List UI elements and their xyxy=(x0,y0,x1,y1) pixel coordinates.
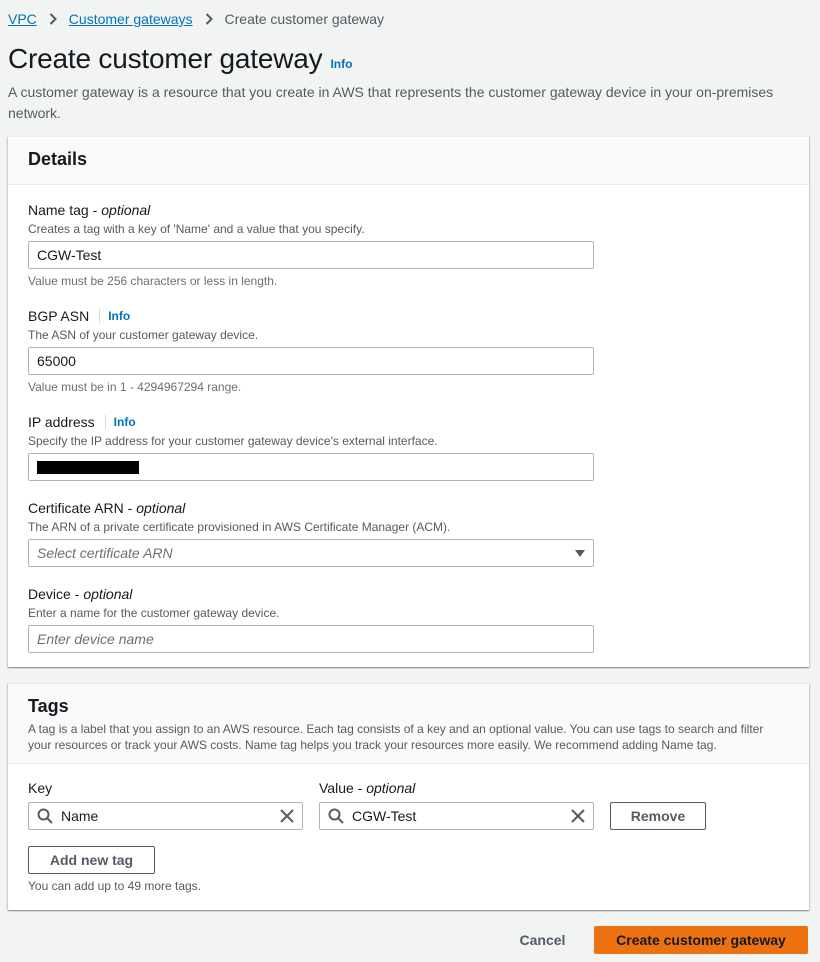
details-title: Details xyxy=(28,149,88,169)
bgp-asn-description: The ASN of your customer gateway device. xyxy=(28,328,259,342)
bgp-asn-label: BGP ASN Info xyxy=(28,308,131,324)
certificate-arn-description: The ARN of a private certificate provisioned in AWS Certificate Manager (ACM). xyxy=(28,520,451,534)
page-info-link[interactable]: Info xyxy=(330,57,353,71)
cancel-button[interactable]: Cancel xyxy=(519,932,566,948)
tag-value-value: CGW-Test xyxy=(352,808,417,824)
name-tag-field xyxy=(28,201,594,289)
certificate-arn-field xyxy=(28,499,594,567)
device-description: Enter a name for the customer gateway device. xyxy=(28,606,280,620)
breadcrumb-vpc-link[interactable]: VPC xyxy=(8,11,37,27)
ip-address-field xyxy=(28,413,594,481)
tag-key-value: Name xyxy=(61,808,99,824)
caret-down-icon xyxy=(575,550,585,557)
search-icon xyxy=(328,808,344,824)
bgp-asn-constraint: Value must be in 1 - 4294967294 range. xyxy=(28,380,242,394)
bgp-asn-field xyxy=(28,307,594,395)
details-header xyxy=(8,137,809,185)
breadcrumb xyxy=(8,10,384,28)
device-label: Device - optional xyxy=(28,586,133,602)
remove-tag-button[interactable]: Remove xyxy=(610,802,706,830)
name-tag-input[interactable]: CGW-Test xyxy=(28,241,594,269)
bgp-asn-input[interactable]: 65000 xyxy=(28,347,594,375)
ip-address-description: Specify the IP address for your customer gateway device's external interface. xyxy=(28,434,438,448)
details-panel xyxy=(8,136,809,667)
ip-address-info-link[interactable]: Info xyxy=(113,415,136,429)
create-customer-gateway-button[interactable]: Create customer gateway xyxy=(594,926,808,954)
tags-description: A tag is a label that you assign to an AWS resource. Each tag consists of a key and an optional value. You can use tags to search and filter your resources or track your AWS costs. Name tag helps you track your resources more easily. We recommend adding Name tag. xyxy=(28,722,764,752)
tag-key-input[interactable] xyxy=(28,802,303,830)
certificate-arn-select[interactable]: Select certificate ARN xyxy=(28,539,594,567)
add-new-tag-button[interactable]: Add new tag xyxy=(28,846,155,874)
redacted-value xyxy=(37,461,139,474)
name-tag-constraint: Value must be 256 characters or less in length. xyxy=(28,274,278,288)
tags-panel xyxy=(8,683,809,910)
device-field xyxy=(28,585,594,653)
page-header xyxy=(8,43,352,75)
tags-title: Tags xyxy=(28,696,69,716)
search-icon xyxy=(37,808,53,824)
breadcrumb-customer-gateways-link[interactable]: Customer gateways xyxy=(68,11,193,27)
tag-value-column-label: Value - optional xyxy=(319,780,416,796)
breadcrumb-current: Create customer gateway xyxy=(224,11,385,27)
name-tag-label: Name tag - optional xyxy=(28,202,151,218)
chevron-right-icon xyxy=(205,13,213,25)
page-description: A customer gateway is a resource that you create in AWS that represents the customer gateway device in your on-premises network. xyxy=(8,84,774,121)
certificate-arn-label: Certificate ARN - optional xyxy=(28,500,186,516)
page-title: Create customer gateway xyxy=(8,43,323,74)
name-tag-description: Creates a tag with a key of 'Name' and a value that you specify. xyxy=(28,222,365,236)
ip-address-label: IP address Info xyxy=(28,414,136,430)
tags-header xyxy=(8,684,809,764)
chevron-right-icon xyxy=(49,13,57,25)
close-icon[interactable] xyxy=(571,809,585,823)
device-input[interactable]: Enter device name xyxy=(28,625,594,653)
tag-key-column-label: Key xyxy=(28,780,53,796)
close-icon[interactable] xyxy=(280,809,294,823)
bgp-asn-info-link[interactable]: Info xyxy=(108,309,131,323)
ip-address-input[interactable] xyxy=(28,453,594,481)
tags-limit-text: You can add up to 49 more tags. xyxy=(28,879,202,893)
tag-value-input[interactable] xyxy=(319,802,594,830)
